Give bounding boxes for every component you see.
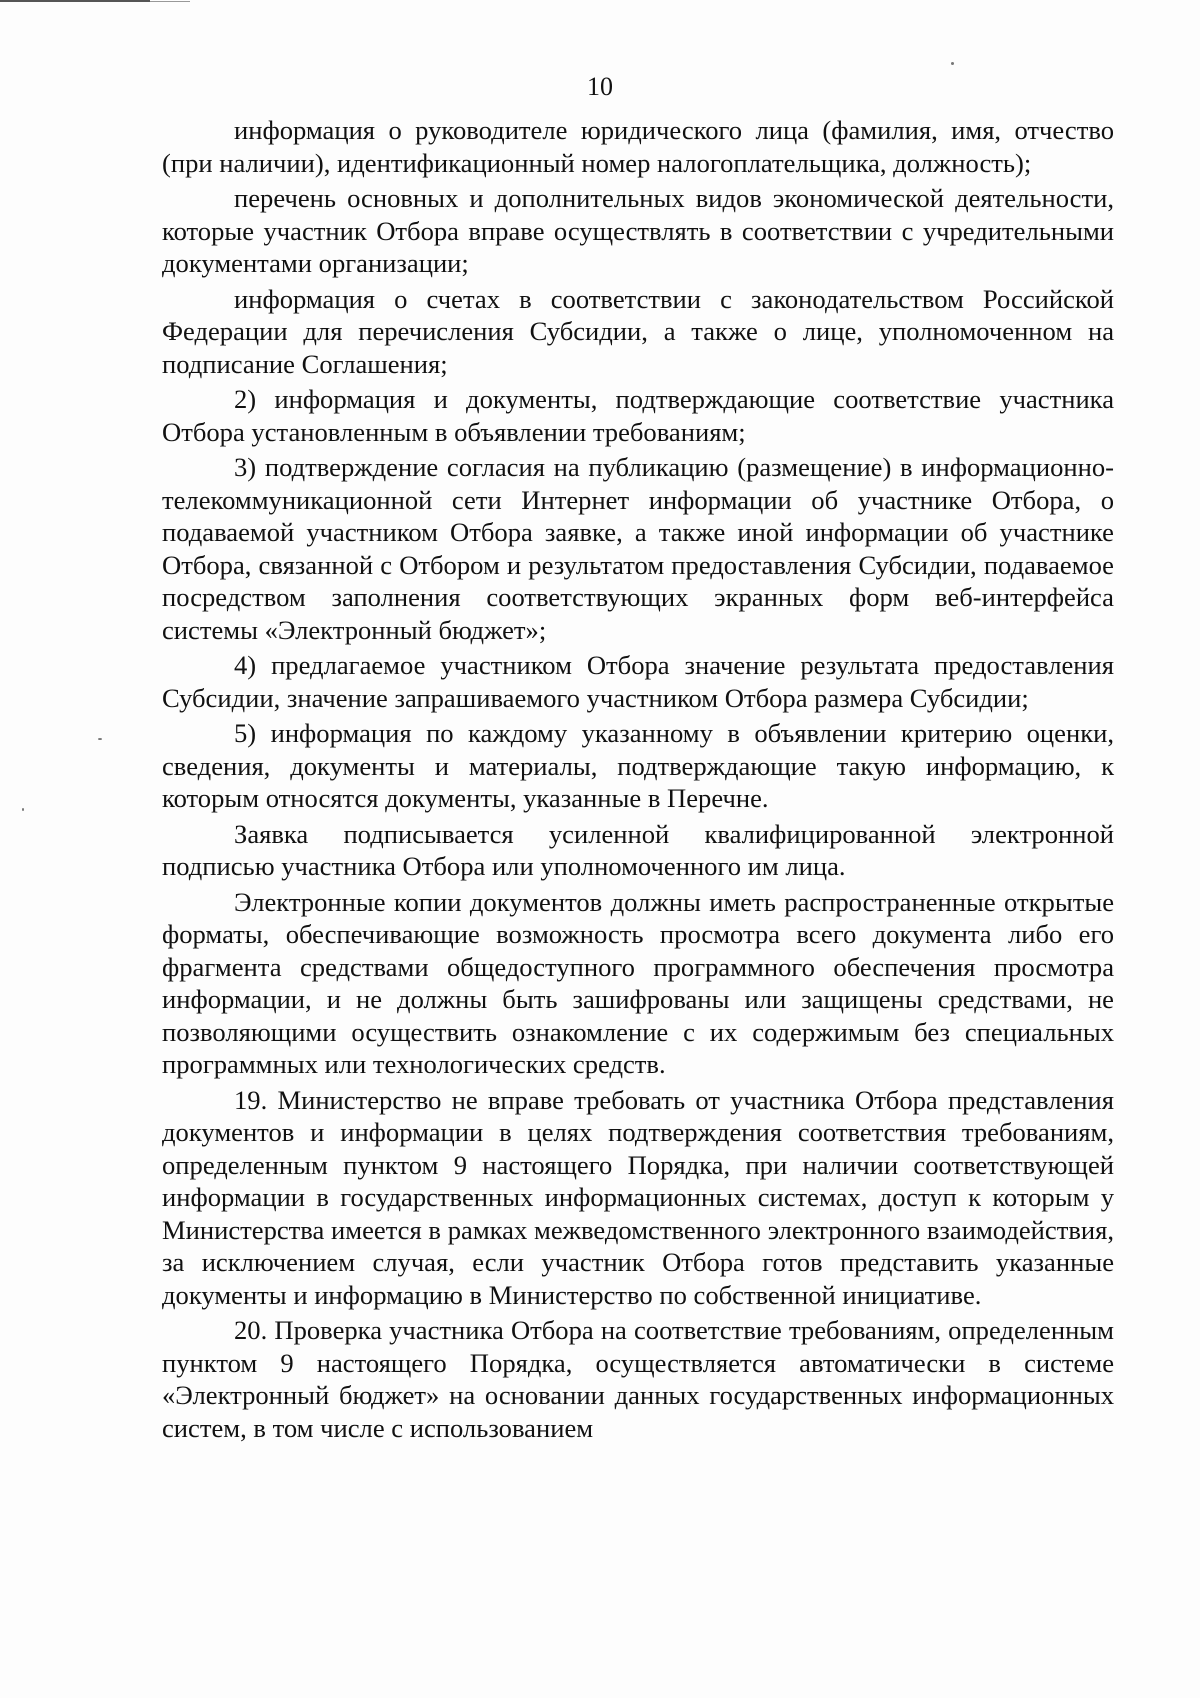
paragraph-item-5: 5) информация по каждому указанному в объявлении критерию оценки, сведения, документы и материалы, подтверждающие такую информацию, к которым относятся документы, указанные в Перечне. <box>162 718 1114 813</box>
paragraph-item-3: 3) подтверждение согласия на публикацию (размещение) в информационно-телекоммуникационной сети Интернет информации об участнике Отбора, о подаваемой участником Отбора заявке, а также иной информации об участнике Отбора, связанной с Отбором и результатом предоставления Субсидии, подаваемое посредством заполнения соответствующих экранных форм веб-интерфейса системы «Электронный бюджет»; <box>162 452 1114 645</box>
page-number: 10 <box>587 72 613 101</box>
paragraph-activities: перечень основных и дополнительных видов экономической деятельности, которые участник Отбора вправе осуществлять в соответствии с учредительными документами организации; <box>162 183 1114 278</box>
scan-speck <box>98 738 102 740</box>
scan-speck <box>22 808 24 811</box>
paragraph-electronic-copies: Электронные копии документов должны иметь распространенные открытые форматы, обеспечивающие возможность просмотра всего документа либо его фрагмента средствами общедоступного программного обеспечения просмотра информации, и не должны быть зашифрованы или защищены средствами, не позволяющими осуществить ознакомление с их содержимым без специальных программных или технологических средств. <box>162 886 1114 1079</box>
paragraph-item-4: 4) предлагаемое участником Отбора значение результата предоставления Субсидии, значение запрашиваемого участником Отбора размера Субсидии; <box>162 650 1114 713</box>
paragraph-accounts: информация о счетах в соответствии с законодательством Российской Федерации для перечисления Субсидии, а также о лице, уполномоченном на подписание Соглашения; <box>162 283 1114 379</box>
paragraph-clause-19: 19. Министерство не вправе требовать от участника Отбора представления документов и информации в целях подтверждения соответствия требованиям, определенным пунктом 9 настоящего Порядка, при наличии соответствующей информации в государственных информационных системах, доступ к которым у Министерства имеется в рамках межведомственного электронного взаимодействия, за исключением случая, если участник Отбора готов представить указанные документы и информацию в Министерство по собственной инициативе. <box>162 1084 1114 1310</box>
scan-edge-mark-faint <box>150 1 190 2</box>
paragraph-item-2: 2) информация и документы, подтверждающие соответствие участника Отбора установленным в объявлении требованиям; <box>162 384 1114 447</box>
scan-edge-mark <box>0 0 150 2</box>
paragraph-signature: Заявка подписывается усиленной квалифицированной электронной подписью участника Отбора или уполномоченного им лица. <box>162 818 1114 881</box>
scan-speck <box>951 62 954 65</box>
paragraph-head-info: информация о руководителе юридического лица (фамилия, имя, отчество (при наличии), идентификационный номер налогоплательщика, должность); <box>162 115 1114 178</box>
paragraph-clause-20: 20. Проверка участника Отбора на соответствие требованиям, определенным пунктом 9 настоящего Порядка, осуществляется автоматически в системе «Электронный бюджет» на основании данных государственных информационных систем, в том числе с использованием <box>162 1315 1114 1443</box>
document-body <box>162 114 1114 1444</box>
